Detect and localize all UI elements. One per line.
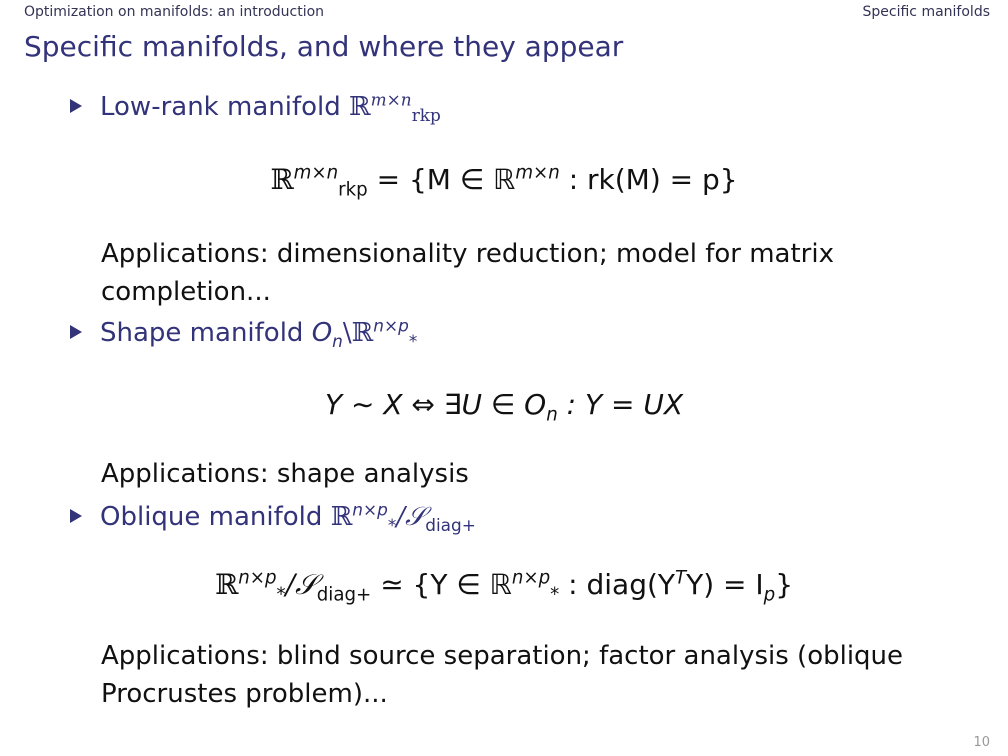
shape-equivalence-equation: Y ∼ X ⇔ ∃U ∈ $O_n$ : Y = UX [324, 388, 684, 426]
bullet-low-rank-manifold [70, 89, 441, 126]
manifold-symbol: $O_n\backslash ℝ^{n\times p}_*$ [311, 315, 418, 352]
header-subsection-title: Specific manifolds [862, 4, 990, 20]
bullet-label: Oblique manifold [100, 502, 323, 532]
manifold-symbol: ℝ$^{m\times n}_{rkp}$ [349, 89, 441, 126]
bullet-label: Shape manifold [100, 318, 304, 348]
slide-title: Specific manifolds, and where they appear [24, 30, 624, 63]
shape-applications: Applications: shape analysis [101, 459, 469, 489]
low-rank-applications: Applications: dimensionality reduction; model for matrix completion... [101, 239, 834, 307]
bullet-triangle-icon [70, 509, 82, 523]
oblique-definition-equation: ℝ$^{n\times p}_*$/𝒮$_{diag+}$ ≃ {Y ∈ ℝ$^{n\times p}_*$ : $diag(Y^TY) = I_p$} [214, 567, 794, 606]
bullet-triangle-icon [70, 99, 82, 113]
manifold-symbol: ℝ$^{n\times p}_*$/𝒮$_{diag+}$ [330, 499, 476, 536]
oblique-applications: Applications: blind source separation; factor analysis (oblique Procrustes problem)... [101, 641, 904, 709]
header-section-title: Optimization on manifolds: an introduction [24, 4, 325, 20]
bullet-label: Low-rank manifold [100, 92, 341, 122]
low-rank-definition-equation: ℝ$^{m\times n}_{rkp}$ = {M ∈ ℝ$^{m\times n}$ : rk(M) = p} [270, 162, 738, 201]
bullet-oblique-manifold [70, 499, 476, 536]
bullet-triangle-icon [70, 325, 82, 339]
page-number: 10 [973, 735, 990, 750]
bullet-shape-manifold [70, 315, 418, 352]
